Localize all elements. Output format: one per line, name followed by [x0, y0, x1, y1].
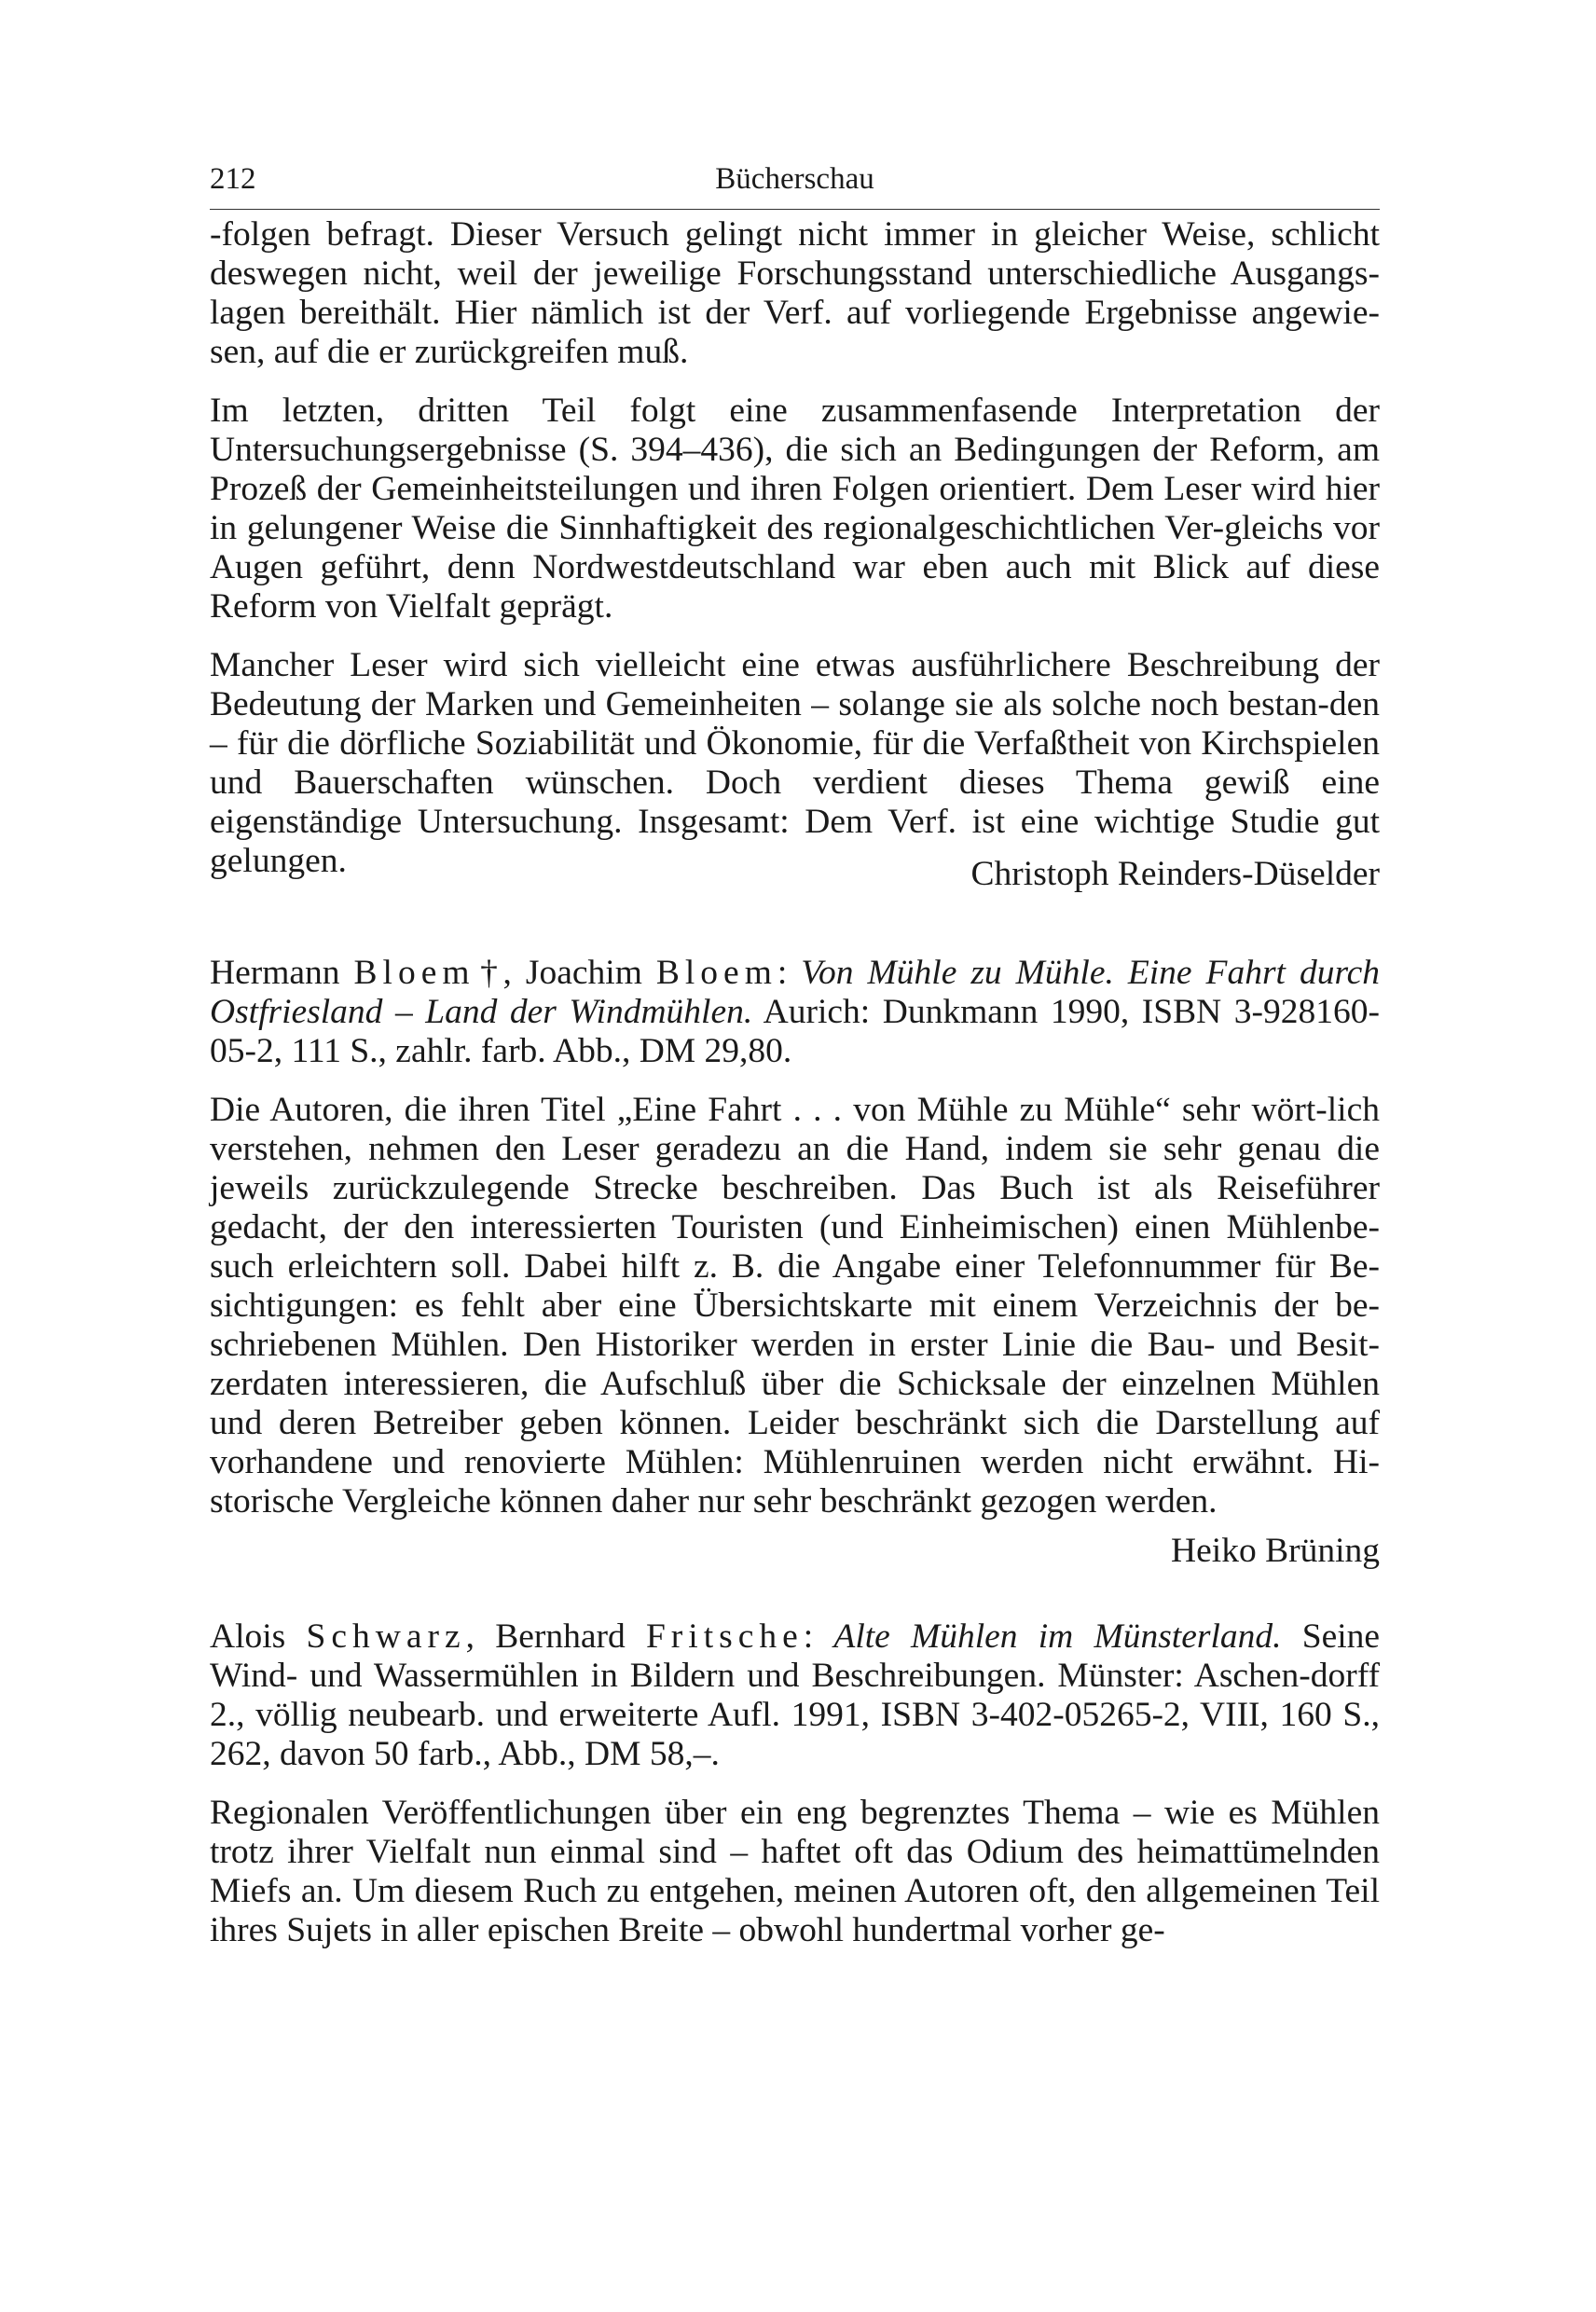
page-number: 212 [210, 162, 256, 196]
page-header [210, 157, 1380, 210]
review-entry [210, 1617, 1380, 1950]
reviewer-signature: Christoph Reinders-Düselder [970, 855, 1380, 893]
author-first-name: Joachim [525, 954, 642, 992]
review-paragraph: Im letzten, dritten Teil folgt eine zusammenfasende Interpretation der Untersuchungsergebnisse (S. 394–436), die sich an Bedingungen der Reform, am Prozeß der Gemeinheitsteilungen und ihren Folgen orientiert. Dem Leser wird hier in gelungener Weise die Sinnhaftigkeit des regionalgeschichtlichen Ver-gleichs vor Augen geführt, denn Nordwestdeutschland war eben auch mit Blick auf diese Reform von Vielfalt geprägt. [210, 392, 1380, 626]
book-title: Alte Mühlen im Münsterland. [833, 1617, 1282, 1656]
deceased-dagger: † [475, 954, 503, 992]
author-surname: Bloem [655, 954, 777, 992]
review-body: Regionalen Veröffentlichungen über ein eng begrenztes Thema – wie es Mühlen trotz ihrer Vielfalt nun einmal sind – haftet oft das Odium des heimattümelnden Miefs an. Um diesem Ruch zu entgehen, meinen Autoren oft, den allgemeinen Teil ihres Sujets in aller epischen Breite – obwohl hundertmal vorher ge- [210, 1794, 1380, 1949]
reviewer-signature: Heiko Brüning [1171, 1532, 1380, 1570]
book-title: Von Mühle zu Mühle. Eine Fahrt durch Ostfriesland – Land der Windmühlen. [210, 954, 1381, 1031]
author-surname: Schwarz [306, 1617, 466, 1656]
publication-details: Aurich: Dunkmann 1990, ISBN 3-928160-05-2, 111 S., zahlr. farb. Abb., DM 29,80. [210, 993, 1380, 1070]
bibliographic-entry: Hermann Bloem†, Joachim Bloem: Von Mühle zu Mühle. Eine Fahrt durch Ostfriesland – Land der Windmühlen. Aurich: Dunkmann 1990, ISBN 3-928160-05-2, 111 S., zahlr. farb. Abb., DM 29,80. [210, 954, 1381, 1070]
review-paragraph: -folgen befragt. Dieser Versuch gelingt nicht immer in gleicher Weise, schlicht deswegen nicht, weil der jeweilige Forschungsstand unterschiedliche Ausgangs-lagen bereithält. Hier nämlich ist der Verf. auf vorliegende Ergebnisse angewie-sen, auf die er zurückgreifen muß. [210, 215, 1380, 371]
publication-details: Seine Wind- und Wassermühlen in Bildern und Beschreibungen. Münster: Aschen-dorff 2., völlig neubearb. und erweiterte Aufl. 1991, ISBN 3-402-05265-2, VIII, 160 S., 262, davon 50 farb., Abb., DM 58,–. [210, 1617, 1381, 1773]
bibliographic-entry: Alois Schwarz, Bernhard Fritsche: Alte Mühlen im Münsterland. Seine Wind- und Wassermühlen in Bildern und Beschreibungen. Münster: Aschen-dorff 2., völlig neubearb. und erweiterte Aufl. 1991, ISBN 3-402-05265-2, VIII, 160 S., 262, davon 50 farb., Abb., DM 58,–. [210, 1617, 1381, 1773]
author-first-name: Alois [210, 1617, 286, 1656]
author-surname: Bloem [353, 954, 475, 992]
author-first-name: Bernhard [495, 1617, 626, 1656]
review-entry [210, 954, 1380, 1571]
continued-review [210, 215, 1380, 894]
running-head: Bücherschau [715, 162, 874, 196]
author-surname: Fritsche [645, 1617, 804, 1656]
review-paragraph-text: Mancher Leser wird sich vielleicht eine etwas ausführlichere Beschreibung der Bedeutung der Marken und Gemeinheiten – solange sie als solche noch bestan-den – für die dörfliche Soziabilität und Ökonomie, für die Verfaßtheit von Kirchspielen und Bauerschaften wünschen. Doch verdient dieses Thema gewiß eine eigenständige Untersuchung. Insgesamt: Dem Verf. ist eine wichtige Studie gut gelungen. [210, 646, 1380, 880]
page [210, 157, 1380, 1950]
review-paragraph [210, 646, 1380, 893]
review-body: Die Autoren, die ihren Titel „Eine Fahrt . . . von Mühle zu Mühle“ sehr wört-lich verstehen, nehmen den Leser geradezu an die Hand, indem sie sehr genau die jeweils zurückzulegende Strecke beschreiben. Das Buch ist als Reiseführer gedacht, der den interessierten Touristen (und Einheimischen) einen Mühlenbe-such erleichtern soll. Dabei hilft z. B. die Angabe einer Telefonnummer für Be-sichtigungen: es fehlt aber eine Übersichtskarte mit einem Verzeichnis der be-schriebenen Mühlen. Den Historiker werden in erster Linie die Bau- und Besit-zerdaten interessieren, die Aufschluß über die Schicksale der einzelnen Mühlen und deren Betreiber geben können. Leider beschränkt sich die Darstellung auf vorhandene und renovierte Mühlen: Mühlenruinen werden nicht erwähnt. Hi-storische Vergleiche können daher nur sehr beschränkt gezogen werden. [210, 1091, 1380, 1521]
author-first-name: Hermann [210, 954, 340, 992]
